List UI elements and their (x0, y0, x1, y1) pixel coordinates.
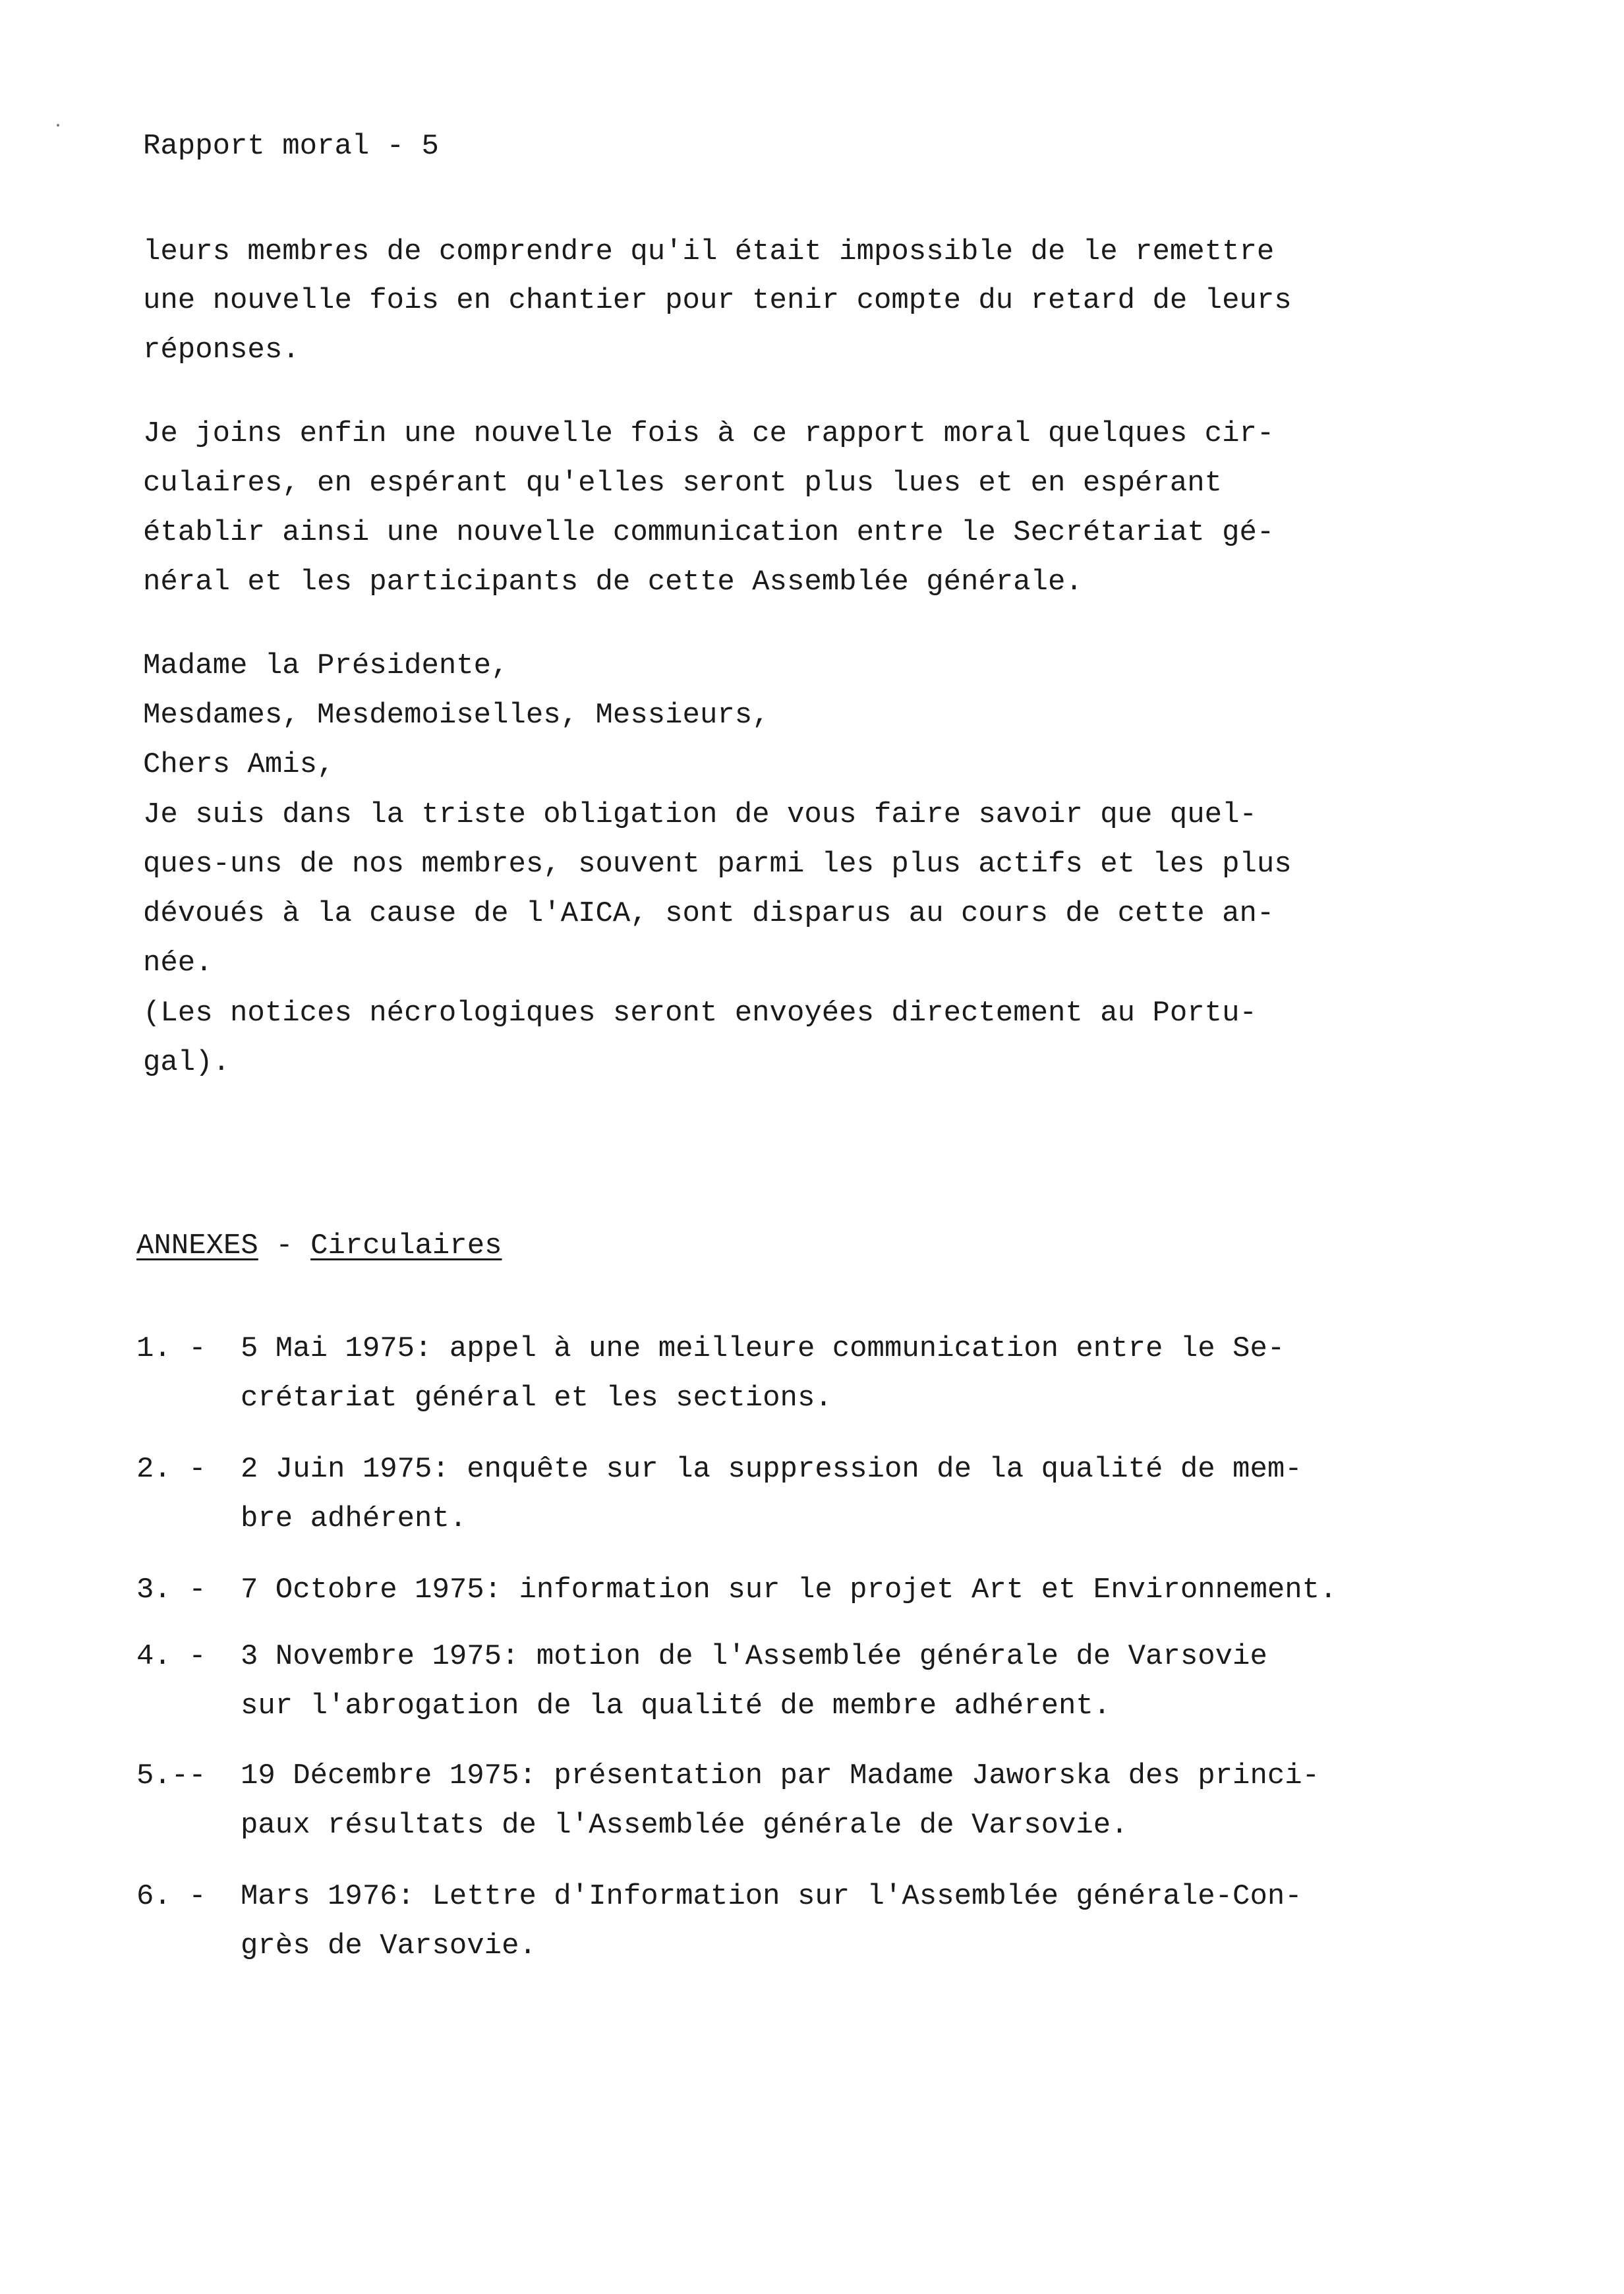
text-line: née. (143, 947, 213, 980)
text-line: Mesdames, Mesdemoiselles, Messieurs, (143, 699, 770, 732)
page-header-title: Rapport moral - 5 (143, 130, 439, 163)
list-item-text: Mars 1976: Lettre d'Information sur l'Assemblée générale-Con- (241, 1880, 1302, 1913)
list-item-text: grès de Varsovie. (241, 1929, 536, 1962)
text-line: (Les notices nécrologiques seront envoyées directement au Portu- (143, 997, 1257, 1030)
list-item-text: paux résultats de l'Assemblée générale de Varsovie. (241, 1809, 1128, 1842)
text-line: une nouvelle fois en chantier pour tenir compte du retard de leurs (143, 284, 1292, 317)
text-line: culaires, en espérant qu'elles seront plus lues et en espérant (143, 467, 1223, 500)
text-line: leurs membres de comprendre qu'il était impossible de le remettre (143, 235, 1275, 268)
text-line: Madame la Présidente, (143, 649, 509, 682)
list-item-text: 5 Mai 1975: appel à une meilleure communication entre le Se- (241, 1332, 1285, 1365)
circulaires-label: Circulaires (310, 1229, 502, 1262)
list-item-text: sur l'abrogation de la qualité de membre adhérent. (241, 1690, 1111, 1722)
annexes-heading (136, 1231, 502, 1260)
text-line: Je joins enfin une nouvelle fois à ce rapport moral quelques cir- (143, 417, 1275, 450)
list-item-number: 6. - (136, 1880, 206, 1913)
text-line: ques-uns de nos membres, souvent parmi les plus actifs et les plus (143, 848, 1292, 881)
list-item-text: 19 Décembre 1975: présentation par Madame Jaworska des princi- (241, 1759, 1320, 1792)
annexes-label: ANNEXES (136, 1229, 258, 1262)
text-line: réponses. (143, 334, 300, 367)
scan-speck (57, 124, 59, 127)
text-line: gal). (143, 1046, 231, 1079)
list-item-number: 5.-- (136, 1759, 206, 1792)
list-item-text: crétariat général et les sections. (241, 1382, 832, 1415)
list-item-number: 2. - (136, 1453, 206, 1486)
list-item-text: 3 Novembre 1975: motion de l'Assemblée générale de Varsovie (241, 1640, 1267, 1673)
list-item-number: 1. - (136, 1332, 206, 1365)
text-line: dévoués à la cause de l'AICA, sont disparus au cours de cette an- (143, 897, 1275, 930)
list-item-text: bre adhérent. (241, 1502, 467, 1535)
list-item-number: 4. - (136, 1640, 206, 1673)
list-item-number: 3. - (136, 1573, 206, 1606)
text-line: Chers Amis, (143, 748, 335, 781)
text-line: néral et les participants de cette Assemblée générale. (143, 566, 1083, 599)
text-line: établir ainsi une nouvelle communication entre le Secrétariat gé- (143, 516, 1275, 549)
text-line: Je suis dans la triste obligation de vous faire savoir que quel- (143, 798, 1257, 831)
annexes-separator: - (258, 1229, 311, 1262)
list-item-text: 2 Juin 1975: enquête sur la suppression de la qualité de mem- (241, 1453, 1302, 1486)
list-item-text: 7 Octobre 1975: information sur le projet Art et Environnement. (241, 1573, 1337, 1606)
